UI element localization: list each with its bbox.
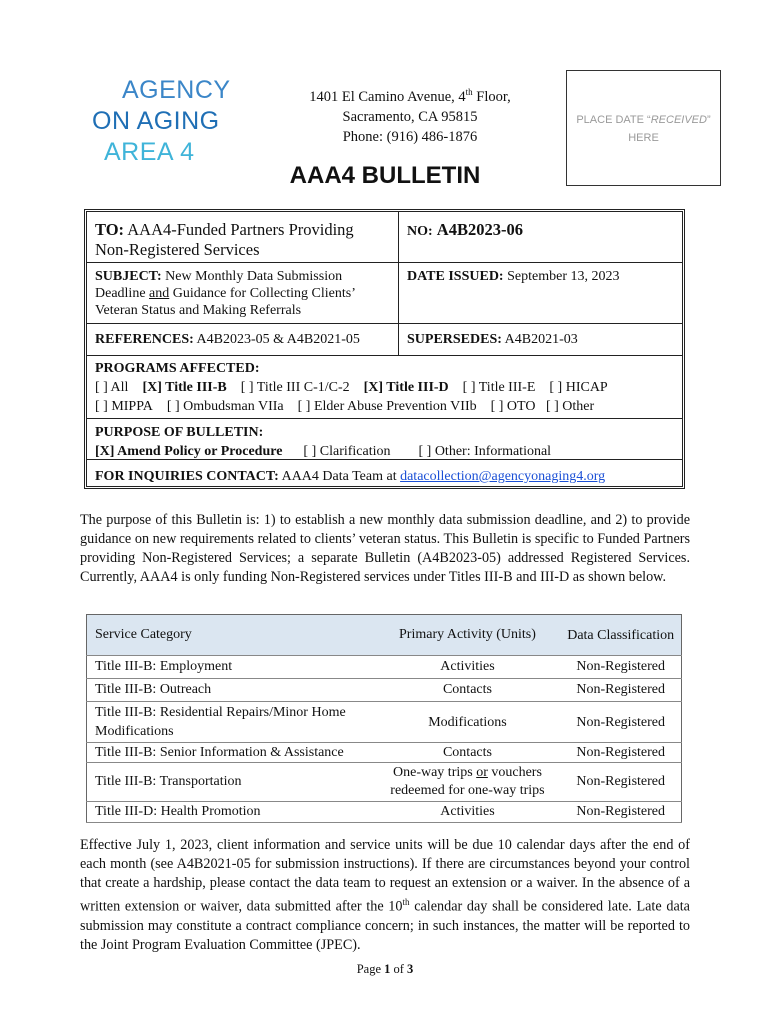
- data-classification-cell: Non-Registered: [560, 802, 681, 823]
- address-phone: Phone: (916) 486-1876: [342, 128, 478, 145]
- service-category-cell: Title III-B: Transportation: [87, 763, 375, 802]
- agency-address: [290, 82, 530, 147]
- logo-line-area-4: AREA 4: [104, 138, 195, 166]
- table-row: [87, 763, 682, 802]
- to-field: TO: AAA4-Funded Partners Providing Non-Registered Services: [95, 220, 354, 259]
- service-category-cell: Title III-B: Senior Information & Assistance: [87, 743, 375, 763]
- table-row: [87, 743, 682, 763]
- total-pages: 3: [407, 962, 414, 976]
- info-row-divider: [87, 323, 682, 324]
- address-line-2: Sacramento, CA 95815: [342, 108, 478, 125]
- data-classification-cell: Non-Registered: [560, 656, 681, 679]
- purpose-options: [X] Amend Policy or Procedure [ ] Clarification [ ] Other: Informational: [95, 444, 552, 459]
- programs-affected: PROGRAMS AFFECTED: [ ] All [X] Title III-B [ ] Title III C-1/C-2 [X] Title III-D [ ] Title III-E [ ] HICAP [ ] MIPPA [ ] Ombudsman VIIa [ ] Elder Abuse Prevention VIIb [ ] OTO [ ] Other: [87, 358, 682, 417]
- service-category-cell: Title III-D: Health Promotion: [87, 802, 375, 823]
- table-header-row: [87, 615, 682, 656]
- references-field: REFERENCES: A4B2023-05 & A4B2021-05: [95, 332, 360, 347]
- inquiries-contact: FOR INQUIRIES CONTACT: AAA4 Data Team at datacollection@agencyonaging4.org: [95, 469, 606, 484]
- subject-field: SUBJECT: New Monthly Data Submission Deadline and Guidance for Collecting Clients’ Veteran Status and Making Referrals: [95, 269, 355, 318]
- service-category-cell: Title III-B: Residential Repairs/Minor Home Modifications: [87, 702, 375, 743]
- logo-line-on-aging: ON AGING: [92, 107, 220, 135]
- data-classification-cell: Non-Registered: [560, 763, 681, 802]
- primary-activity-cell: Contacts: [375, 679, 561, 702]
- agency-logo: [92, 78, 252, 170]
- primary-activity-cell: Activities: [375, 656, 561, 679]
- table-row: [87, 679, 682, 702]
- table-row: [87, 702, 682, 743]
- table-row: [87, 656, 682, 679]
- bulletin-title: AAA4 BULLETIN: [289, 162, 481, 189]
- info-row-divider: [87, 418, 682, 419]
- data-classification-cell: Non-Registered: [560, 702, 681, 743]
- logo-line-agency: AGENCY: [122, 76, 231, 104]
- table-row: [87, 802, 682, 823]
- date-received-box: [566, 70, 721, 186]
- header-primary-activity: Primary Activity (Units): [375, 615, 561, 656]
- info-row-divider: [87, 355, 682, 356]
- data-classification-cell: Non-Registered: [560, 743, 681, 763]
- page-footer: Page 1 of 3: [356, 962, 414, 976]
- intro-paragraph: The purpose of this Bulletin is: 1) to establish a new monthly data submission deadline, and 2) to provide guidance on new requirements related to clients’ veteran status. This Bulletin is specific to Funded Partners providing Non-Registered Services; a separate Bulletin (A4B2023-05) addressed Registered Services. Currently, AAA4 is only funding Non-Registered services under Titles III-B and III-D as shown below.: [80, 512, 690, 585]
- primary-activity-cell: Contacts: [375, 743, 561, 763]
- header-data-classification: Data Classification: [560, 615, 681, 656]
- programs-row-2: [ ] MIPPA [ ] Ombudsman VIIa [ ] Elder Abuse Prevention VIIb [ ] OTO [ ] Other: [95, 399, 595, 414]
- service-category-cell: Title III-B: Employment: [87, 656, 375, 679]
- current-page-number: 1: [384, 962, 391, 976]
- header-service-category: Service Category: [87, 615, 375, 656]
- bulletin-number: NO: A4B2023-06: [407, 220, 523, 239]
- primary-activity-cell: One-way trips or vouchers redeemed for one-way trips: [375, 763, 561, 802]
- effective-date-paragraph: Effective July 1, 2023, client information and service units will be due 10 calendar days after the end of each month (see A4B2021-05 for submission instructions). If there are circumstances beyond your control that create a hardship, please contact the data team to request an extension or a waiver. In the absence of a written extension or waiver, data submitted after the 10th calendar day shall be considered late. Late data submission may constitute a contract compliance concern; in such instances, the matter will be reported to the Joint Program Evaluation Committee (JPEC).: [80, 837, 690, 953]
- address-line-1: 1401 El Camino Avenue, 4th Floor,: [309, 87, 511, 105]
- primary-activity-cell: Activities: [375, 802, 561, 823]
- programs-row-1: [ ] All [X] Title III-B [ ] Title III C-1/C-2 [X] Title III-D [ ] Title III-E [ ] HICAP: [95, 380, 608, 395]
- bulletin-info-box: [84, 209, 685, 489]
- contact-email-link[interactable]: datacollection@agencyonaging4.org: [400, 469, 606, 484]
- purpose-of-bulletin: PURPOSE OF BULLETIN: [X] Amend Policy or Procedure [ ] Clarification [ ] Other: Informational: [87, 422, 682, 462]
- date-issued-field: DATE ISSUED: September 13, 2023: [407, 269, 620, 284]
- service-category-cell: Title III-B: Outreach: [87, 679, 375, 702]
- service-category-table: [86, 614, 682, 823]
- info-row-divider: [87, 262, 682, 263]
- supersedes-field: SUPERSEDES: A4B2021-03: [407, 332, 578, 347]
- primary-activity-cell: Modifications: [375, 702, 561, 743]
- date-received-placeholder: PLACE DATE “RECEIVED” HERE: [576, 114, 711, 144]
- data-classification-cell: Non-Registered: [560, 679, 681, 702]
